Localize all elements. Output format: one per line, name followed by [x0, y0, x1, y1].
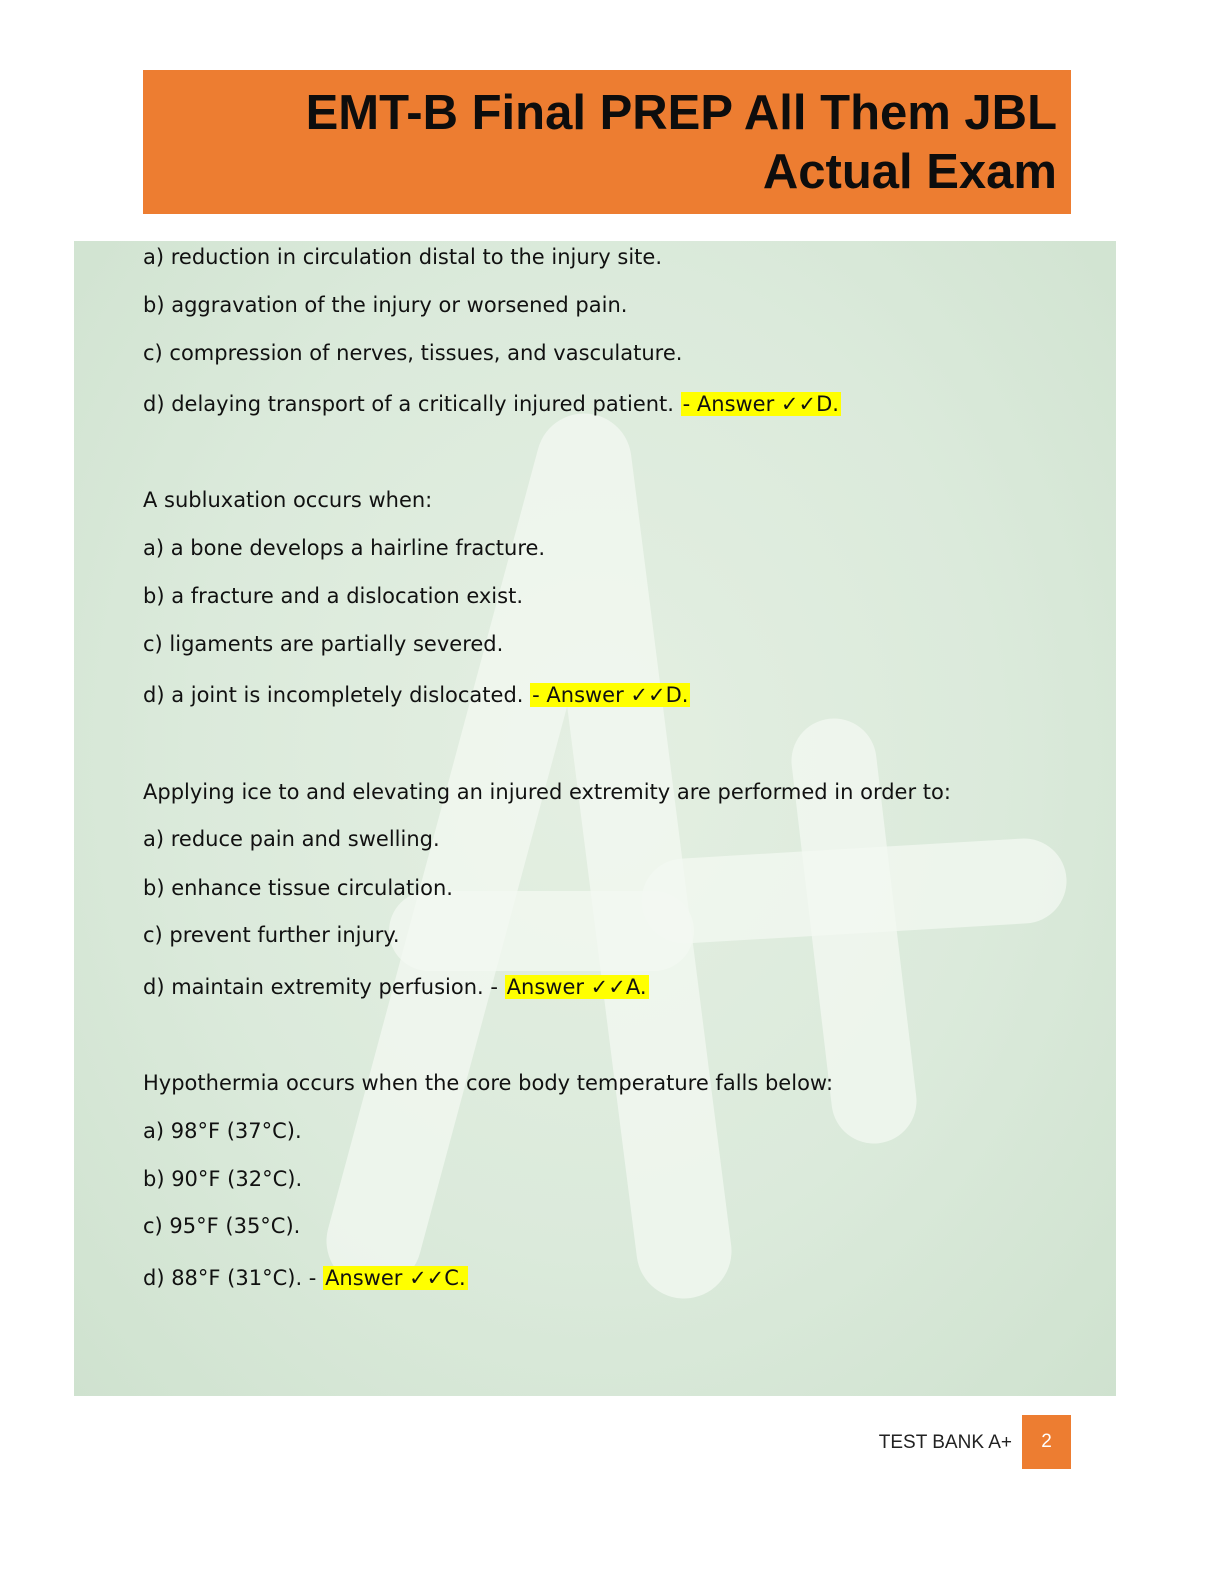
option-line: c) ligaments are partially severed.	[143, 632, 504, 656]
question-stem: Applying ice to and elevating an injured extremity are performed in order to:	[143, 780, 951, 804]
option-line: d) delaying transport of a critically injured patient. - Answer ✓✓D.	[143, 392, 839, 416]
option-line: d) 88°F (31°C). - Answer ✓✓C.	[143, 1266, 466, 1290]
option-line: a) a bone develops a hairline fracture.	[143, 536, 546, 560]
answer-highlight: Answer ✓✓C.	[325, 1266, 466, 1290]
page-title-line-2: Actual Exam	[762, 145, 1057, 199]
option-line: a) 98°F (37°C).	[143, 1119, 302, 1143]
footer-label: TEST BANK A+	[878, 1432, 1012, 1453]
title-banner	[143, 70, 1071, 214]
option-line: d) maintain extremity perfusion. - Answer ✓✓A.	[143, 975, 647, 999]
option-line: a) reduction in circulation distal to the injury site.	[143, 245, 662, 269]
page-title-line-1: EMT-B Final PREP All Them JBL	[305, 86, 1057, 140]
option-line: c) compression of nerves, tissues, and vasculature.	[143, 341, 683, 365]
answer-highlight: Answer ✓✓A.	[506, 975, 647, 999]
option-line: b) a fracture and a dislocation exist.	[143, 584, 523, 608]
option-line: c) prevent further injury.	[143, 923, 400, 947]
question-stem: A subluxation occurs when:	[143, 488, 433, 512]
option-line: b) 90°F (32°C).	[143, 1167, 303, 1191]
option-line: d) a joint is incompletely dislocated. - Answer ✓✓D.	[143, 683, 689, 707]
answer-highlight: - Answer ✓✓D.	[682, 392, 839, 416]
option-line: b) enhance tissue circulation.	[143, 876, 453, 900]
page-number-text: 2	[1041, 1431, 1052, 1452]
answer-highlight: - Answer ✓✓D.	[532, 683, 689, 707]
page-number	[1022, 1415, 1071, 1469]
question-stem: Hypothermia occurs when the core body temperature falls below:	[143, 1071, 834, 1095]
option-line: b) aggravation of the injury or worsened pain.	[143, 293, 628, 317]
option-line: a) reduce pain and swelling.	[143, 827, 440, 851]
option-line: c) 95°F (35°C).	[143, 1214, 301, 1238]
